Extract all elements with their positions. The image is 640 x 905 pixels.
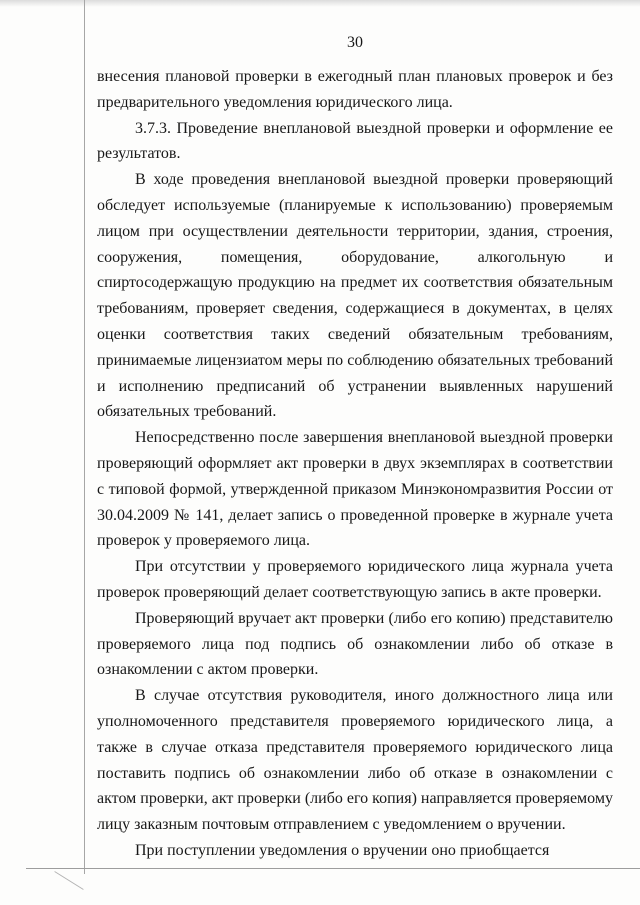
paragraph: В ходе проведения внеплановой выездной проверки проверяющий обследует используемые (планируемые к использованию) проверяемым лицом при осуществлении деятельности территории, здания, строения, сооружения, помещения, оборудование, алкогольную и спиртосодержащую продукцию на предмет их соответствия обязательным требованиям, проверяет сведения, содержащиеся в документах, в целях оценки соответствия таких сведений обязательным требованиям, принимаемые лицензиатом меры по соблюдению обязательных требований и исполнению предписаний об устранении выявленных нарушений обязательных требований. xyxy=(97,171,613,421)
paragraph: Непосредственно после завершения внеплановой выездной проверки проверяющий оформляет акт проверки в двух экземплярах в соответствии с типовой формой, утвержденной приказом Минэкономразвития России от 30.04.2009 № 141, делает запись о проведенной проверке в журнале учета проверок у проверяемого лица. xyxy=(97,429,613,550)
paragraph: 3.7.3. Проведение внеплановой выездной проверки и оформление ее результатов. xyxy=(97,119,613,163)
scan-artifact-corner-mark xyxy=(54,871,83,890)
scan-artifact-top-smudge xyxy=(0,0,640,7)
page-number: 30 xyxy=(347,34,363,51)
text-block xyxy=(97,34,613,864)
paragraph: Проверяющий вручает акт проверки (либо его копию) представителю проверяемого лица под подпись об ознакомлении либо об отказе в ознакомлении с актом проверки. xyxy=(97,609,613,679)
scan-artifact-left-line xyxy=(84,0,85,874)
scan-artifact-bottom-line xyxy=(26,868,640,869)
paragraph: В случае отсутствия руководителя, иного должностного лица или уполномоченного представителя проверяемого юридического лица, а также в случае отказа представителя проверяемого юридического лица поставить подпись об ознакомлении либо об отказе в ознакомлении с актом проверки, акт проверки (либо его копия) направляется проверяемому лицу заказным почтовым отправлением с уведомлением о вручении. xyxy=(97,687,613,834)
paragraph: внесения плановой проверки в ежегодный план плановых проверок и без предварительного уведомления юридического лица. xyxy=(97,68,613,111)
paragraph: При поступлении уведомления о вручении оно приобщается xyxy=(135,841,550,859)
paragraph: При отсутствии у проверяемого юридического лица журнала учета проверок проверяющий делает соответствующую запись в акте проверки. xyxy=(97,558,613,601)
